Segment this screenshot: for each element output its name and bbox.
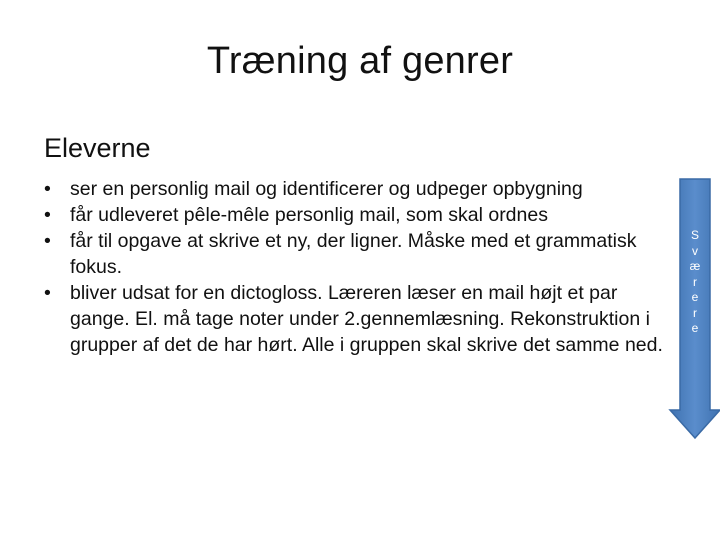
bullet-item (44, 202, 664, 228)
arrow-letter: e (691, 290, 699, 304)
bullet-text: ser en personlig mail og identificerer og udpeger opbygning (70, 178, 583, 200)
bullet-icon: • (44, 230, 51, 252)
bullet-icon: • (44, 204, 51, 226)
arrow-letter: æ (689, 259, 701, 273)
arrow-letter: S (690, 228, 699, 242)
bullet-item (44, 228, 664, 280)
bullet-icon: • (44, 282, 51, 304)
bullet-list (44, 176, 664, 358)
slide-subheading: Eleverne (44, 133, 151, 163)
bullet-text: bliver udsat for en dictogloss. Læreren læser en mail højt et par gange. El. må tage noter under 2.gennemlæsning. Rekonstruktion i grupper af det de har hørt. Alle i gruppen skal skrive det samme ned. (70, 282, 663, 356)
bullet-item (44, 280, 664, 358)
arrow-label (668, 228, 720, 337)
arrow-letter: e (691, 321, 699, 335)
bullet-text: får udleveret pêle-mêle personlig mail, som skal ordnes (70, 204, 548, 226)
arrow-letter: r (693, 274, 697, 289)
difficulty-arrow (668, 178, 720, 440)
bullet-text: får til opgave at skrive et ny, der ligner. Måske med et grammatisk fokus. (70, 230, 637, 278)
slide-title: Træning af genrer (206, 40, 514, 82)
bullet-icon: • (44, 178, 51, 200)
arrow-letter: v (692, 243, 698, 258)
bullet-item (44, 176, 664, 202)
arrow-letter: r (693, 305, 697, 320)
